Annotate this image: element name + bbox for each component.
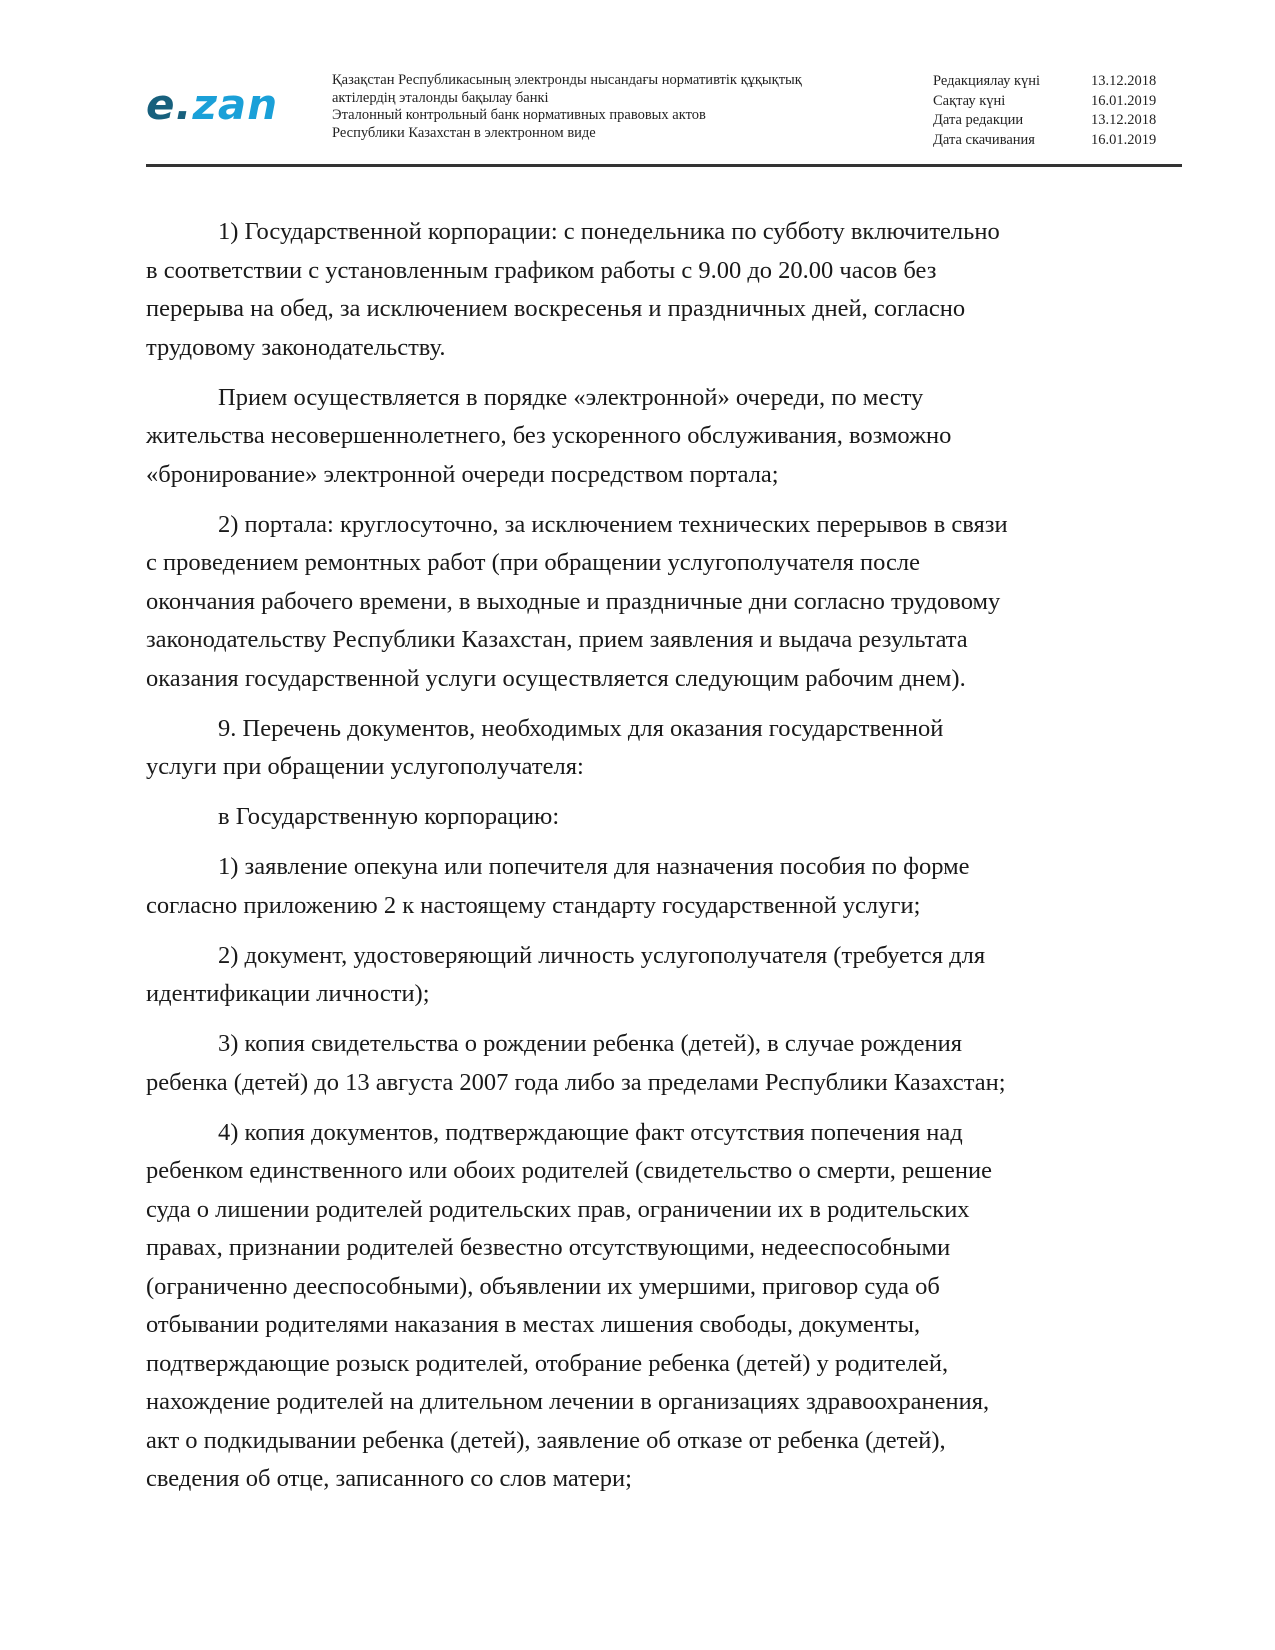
text-line: 1) заявление опекуна или попечителя для назначения пособия по форме bbox=[218, 853, 970, 880]
text-line: акт о подкидывании ребенка (детей), заявление об отказе от ребенка (детей), bbox=[146, 1426, 946, 1454]
logo-name: zan bbox=[192, 80, 279, 129]
meta-row bbox=[933, 92, 1156, 112]
logo-dot: . bbox=[175, 80, 193, 129]
text-line: в соответствии с установленным графиком работы с 9.00 до 20.00 часов без bbox=[146, 256, 937, 284]
text-line: перерыва на обед, за исключением воскресенья и праздничных дней, согласно bbox=[146, 295, 966, 322]
document-header bbox=[146, 66, 1182, 162]
header-description bbox=[332, 72, 802, 142]
paragraph bbox=[146, 1114, 1186, 1499]
paragraph bbox=[146, 379, 1186, 495]
text-line: согласно приложению 2 к настоящему стандарту государственной услуги; bbox=[146, 891, 921, 919]
meta-value: 16.01.2019 bbox=[1091, 131, 1157, 148]
meta-value: 13.12.2018 bbox=[1091, 73, 1157, 89]
text-line: жительства несовершеннолетнего, без ускоренного обслуживания, возможно bbox=[146, 422, 952, 449]
meta-value: 16.01.2019 bbox=[1091, 92, 1157, 109]
meta-label: Редакциялау күні bbox=[933, 73, 1041, 89]
text-line: 1) Государственной корпорации: с понедельника по субботу включительно bbox=[218, 218, 1000, 245]
paragraph bbox=[146, 710, 1186, 787]
document-body bbox=[146, 213, 1186, 1510]
text-line: правах, признании родителей безвестно отсутствующими, недееспособными bbox=[146, 1234, 951, 1261]
header-line: Республики Казахстан в электронном виде bbox=[332, 124, 596, 141]
paragraph bbox=[146, 848, 1186, 925]
meta-label: Дата редакции bbox=[933, 112, 1024, 128]
meta-value: 13.12.2018 bbox=[1091, 112, 1157, 128]
header-meta bbox=[933, 72, 1156, 150]
text-line: окончания рабочего времени, в выходные и праздничные дни согласно трудовому bbox=[146, 587, 1001, 615]
text-line: ребенком единственного или обоих родителей (свидетельство о смерти, решение bbox=[146, 1157, 993, 1184]
logo-prefix: e bbox=[146, 80, 176, 129]
paragraph bbox=[146, 213, 1186, 367]
text-line: нахождение родителей на длительном лечении в организациях здравоохранения, bbox=[146, 1388, 990, 1415]
text-line: идентификации личности); bbox=[146, 980, 430, 1007]
text-line: сведения об отце, записанного со слов матери; bbox=[146, 1465, 632, 1492]
text-line: 2) документ, удостоверяющий личность услугополучателя (требуется для bbox=[218, 941, 986, 969]
text-line: суда о лишении родителей родительских прав, ограничении их в родительских bbox=[146, 1195, 970, 1223]
paragraph bbox=[146, 937, 1186, 1014]
text-line: 2) портала: круглосуточно, за исключением технических перерывов в связи bbox=[218, 510, 1008, 538]
header-line: Эталонный контрольный банк нормативных правовых актов bbox=[332, 107, 706, 123]
text-line: (ограниченно дееспособными), объявлении их умершими, приговор суда об bbox=[146, 1272, 940, 1300]
header-line: Қазақстан Республикасының электронды нысандағы нормативтік құқықтық bbox=[332, 72, 802, 88]
text-line: законодательству Республики Казахстан, прием заявления и выдача результата bbox=[146, 626, 968, 653]
header-divider bbox=[146, 164, 1182, 167]
text-line: услуги при обращении услугополучателя: bbox=[146, 753, 584, 780]
text-line: «бронирование» электронной очереди посредством портала; bbox=[146, 460, 779, 488]
ezan-logo bbox=[146, 80, 279, 129]
text-line: Прием осуществляется в порядке «электронной» очереди, по месту bbox=[218, 383, 924, 411]
text-line: 4) копия документов, подтверждающие факт отсутствия попечения над bbox=[218, 1118, 963, 1146]
meta-label: Сақтау күні bbox=[933, 92, 1006, 109]
meta-row bbox=[933, 111, 1156, 131]
text-line: с проведением ремонтных работ (при обращении услугополучателя после bbox=[146, 549, 920, 576]
text-line: оказания государственной услуги осуществляется следующим рабочим днем). bbox=[146, 664, 966, 692]
text-line: ребенка (детей) до 13 августа 2007 года либо за пределами Республики Казахстан; bbox=[146, 1068, 1006, 1096]
paragraph bbox=[146, 798, 1186, 837]
text-line: 3) копия свидетельства о рождении ребенка (детей), в случае рождения bbox=[218, 1030, 963, 1057]
text-line: трудовому законодательству. bbox=[146, 333, 446, 361]
header-line: актілердің эталонды бақылау банкі bbox=[332, 89, 549, 106]
meta-label: Дата скачивания bbox=[933, 131, 1035, 148]
paragraph bbox=[146, 1025, 1186, 1102]
paragraph bbox=[146, 506, 1186, 699]
text-line: 9. Перечень документов, необходимых для оказания государственной bbox=[218, 714, 944, 742]
text-line: подтверждающие розыск родителей, отобрание ребенка (детей) у родителей, bbox=[146, 1349, 949, 1377]
meta-row bbox=[933, 72, 1156, 92]
text-line: отбывании родителями наказания в местах лишения свободы, документы, bbox=[146, 1311, 921, 1338]
text-line: в Государственную корпорацию: bbox=[218, 803, 560, 830]
meta-row bbox=[933, 131, 1156, 151]
